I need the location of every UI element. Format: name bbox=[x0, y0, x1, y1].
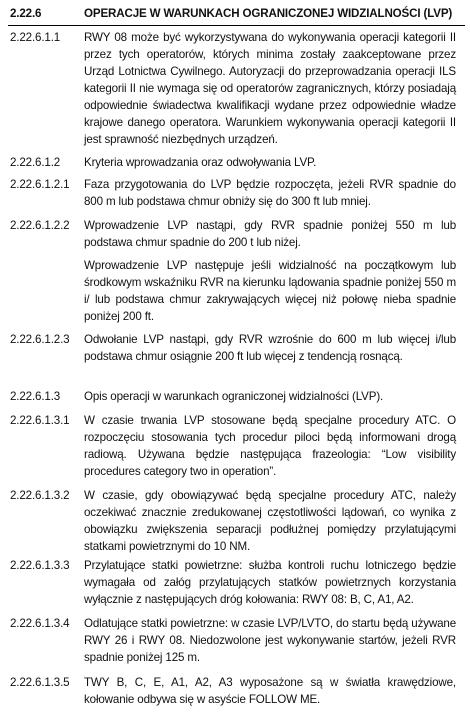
item-text: W czasie, gdy obowiązywać będą specjalne procedury ATC, należy oczekiwać znacznie zredukowanej częstotliwości lądowań, co wynika z obowiązku zwiększenia separacji podłużnej pomiędzy przylatującymi statkami powietrznymi do 10 NM. bbox=[84, 489, 456, 553]
item-text: Przylatujące statki powietrzne: służba kontroli ruchu lotniczego będzie wymagała od załóg przylatujących statków powietrznych korzystania wyłącznie z następujących dróg kołowania: RWY 08: B, C, A1, A2. bbox=[84, 559, 456, 606]
item-text: Kryteria wprowadzania oraz odwoływania LVP. bbox=[84, 156, 317, 169]
section-heading-title: OPERACJE W WARUNKACH OGRANICZONEJ WIDZIALNOŚCI (LVP) bbox=[84, 7, 453, 20]
item-number: 2.22.6.1.3.4 bbox=[10, 617, 70, 630]
section-heading-number: 2.22.6 bbox=[10, 7, 42, 20]
item-text: Odwołanie LVP nastąpi, gdy RVR wzrośnie do 600 m lub więcej i/lub podstawa chmur osiągnie 200 ft lub więcej z tendencją rosnącą. bbox=[84, 333, 456, 363]
item-number: 2.22.6.1.2 bbox=[10, 156, 61, 169]
item-number: 2.22.6.1.3 bbox=[10, 390, 61, 403]
item-number: 2.22.6.1.2.2 bbox=[10, 219, 70, 232]
item-text: Opis operacji w warunkach ograniczonej widzialności (LVP). bbox=[84, 390, 384, 403]
item-text: TWY B, C, E, A1, A2, A3 wyposażone są w światła krawędziowe, kołowanie odbywa się w asyście FOLLOW ME. bbox=[84, 676, 456, 706]
item-number: 2.22.6.1.1 bbox=[10, 31, 61, 44]
item-text: W czasie trwania LVP stosowane będą specjalne procedury ATC. O rozpoczęciu stosowania tych procedur piloci będą informowani drogą radiową. Używana będzie następująca frazeologia: “Low visibility procedures category two in operation”. bbox=[84, 414, 456, 478]
item-text-continuation: Wprowadzenie LVP następuje jeśli widzialność na początkowym lub środkowym wskaźniku RVR na kierunku lądowania spadnie poniżej 550 m i/ lub podstawa chmur zakrywających więcej niż połowę nieba spadnie poniżej 200 ft. bbox=[84, 259, 456, 323]
item-text: Odlatujące statki powietrzne: w czasie LVP/LVTO, do startu będą używane RWY 26 i RWY 08. Niedozwolone jest wykonywanie startów, jeżeli RVR spadnie poniżej 125 m. bbox=[84, 617, 456, 664]
item-number: 2.22.6.1.2.3 bbox=[10, 333, 70, 346]
item-number: 2.22.6.1.3.3 bbox=[10, 559, 70, 572]
item-number: 2.22.6.1.2.1 bbox=[10, 178, 70, 191]
item-text: Faza przygotowania do LVP będzie rozpoczęta, jeżeli RVR spadnie do 800 m lub podstawa chmur obniży się do 300 ft lub mniej. bbox=[84, 178, 456, 208]
item-number: 2.22.6.1.3.1 bbox=[10, 414, 70, 427]
item-text: Wprowadzenie LVP nastąpi, gdy RVR spadnie poniżej 550 m lub podstawa chmur spadnie do 200 t lub niżej. bbox=[84, 219, 456, 249]
item-number: 2.22.6.1.3.2 bbox=[10, 489, 70, 502]
heading-divider bbox=[8, 25, 465, 26]
item-text: RWY 08 może być wykorzystywana do wykonywania operacji kategorii II przez tych operatorów, których minima zostały zaakceptowane przez Urząd Lotnictwa Cywilnego. Autoryzacji do przeprowadzania operacji ILS kategorii II nie wymaga się od operatorów zagranicznych, którzy posiadają odpowiednie świadectwa kwalifikacji wydane przez odpowiednie władze krajowe danego operatora. Warunkiem wykonywania operacji kategorii II jest sprawność niezbędnych urządzeń. bbox=[84, 31, 456, 146]
item-number: 2.22.6.1.3.5 bbox=[10, 676, 70, 689]
